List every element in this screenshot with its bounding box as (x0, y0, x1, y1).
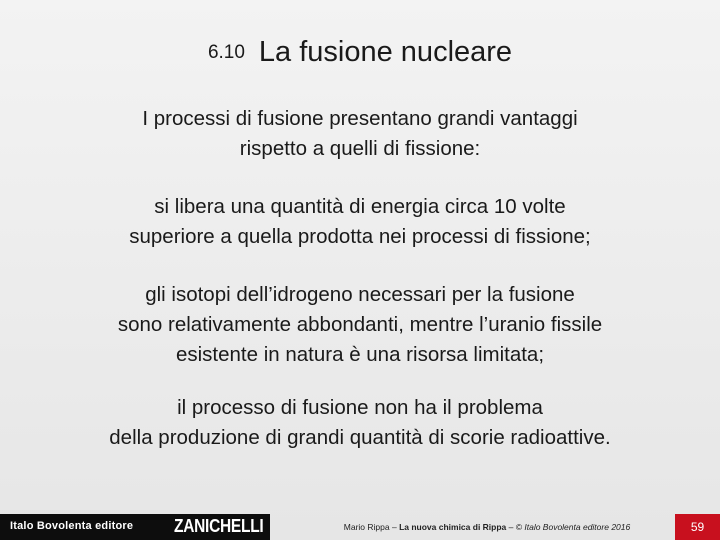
footer-bar (0, 514, 720, 540)
title-text: La fusione nucleare (258, 36, 513, 68)
point-waste: il processo di fusione non ha il problema della produzione di grandi quantità di scorie radioattive. (109, 396, 611, 449)
author-name: Mario Rippa – (343, 522, 397, 532)
zanichelli-logo: ZANICHELLI (174, 516, 264, 536)
slide-title (0, 36, 720, 69)
page-number: 59 (675, 514, 720, 540)
section-number: 6.10 (207, 42, 245, 63)
publisher-strip (0, 514, 270, 540)
point-energy: si libera una quantità di energia circa 10 volte superiore a quella prodotta nei processi di fissione; (129, 195, 591, 248)
footer-credit (306, 522, 668, 532)
point-isotopes: gli isotopi dell’idrogeno necessari per la fusione sono relativamente abbondanti, mentre l’uranio fissile esistente in natura è una risorsa limitata; (117, 283, 603, 366)
publisher-logo-text: Italo Bovolenta editore (10, 520, 134, 532)
intro-paragraph: I processi di fusione presentano grandi vantaggi rispetto a quelli di fissione: (142, 107, 578, 160)
book-title: La nuova chimica di Rippa (399, 522, 507, 532)
copyright-text: – © Italo Bovolenta editore 2016 (508, 522, 631, 532)
